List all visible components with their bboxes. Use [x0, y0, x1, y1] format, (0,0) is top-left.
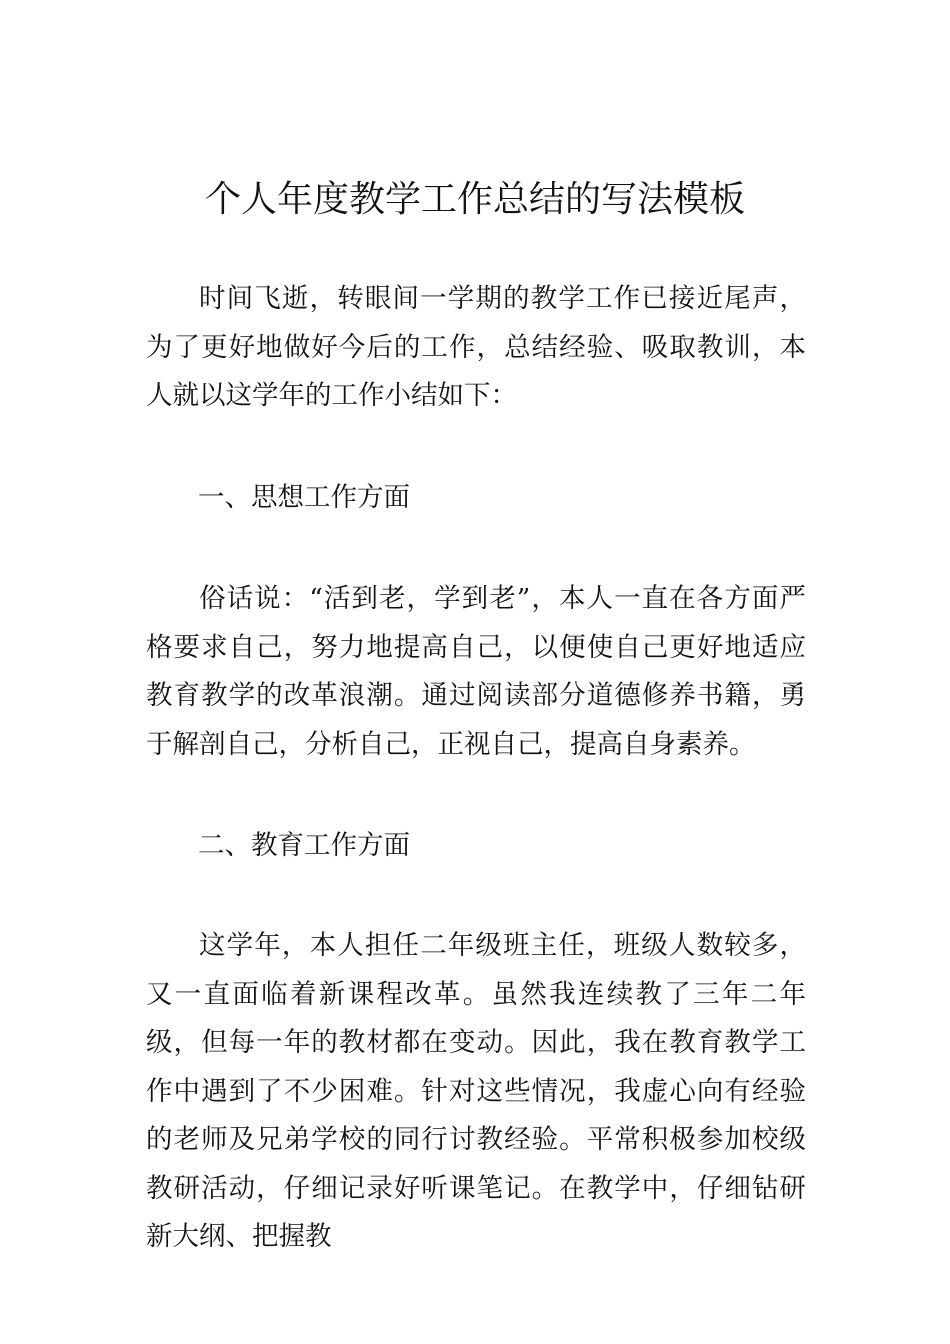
section-heading-thought: 一、思想工作方面	[198, 482, 410, 513]
section-body-thought: 俗话说：“活到老，学到老”，本人一直在各方面严格要求自己，努力地提高自己，以便使自己更好地适应教育教学的改革浪潮。通过阅读部分道德修养书籍，勇于解剖自己，分析自己，正视自己，提高自身素养。	[146, 583, 806, 760]
section-body-education: 这学年，本人担任二年级班主任，班级人数较多，又一直面临着新课程改革。虽然我连续教了三年二年级，但每一年的教材都在变动。因此，我在教育教学工作中遇到了不少困难。针对这些情况，我虚心向有经验的老师及兄弟学校的同行讨教经验。平常积极参加校级教研活动，仔细记录好听课笔记。在教学中，仔细钻研新大纲、把握教	[146, 930, 806, 1252]
intro-paragraph: 时间飞逝，转眼间一学期的教学工作已接近尾声，为了更好地做好今后的工作，总结经验、吸取教训，本人就以这学年的工作小结如下：	[146, 283, 806, 411]
section-heading-education: 二、教育工作方面	[198, 830, 410, 861]
document-title: 个人年度教学工作总结的写法模板	[204, 179, 745, 220]
